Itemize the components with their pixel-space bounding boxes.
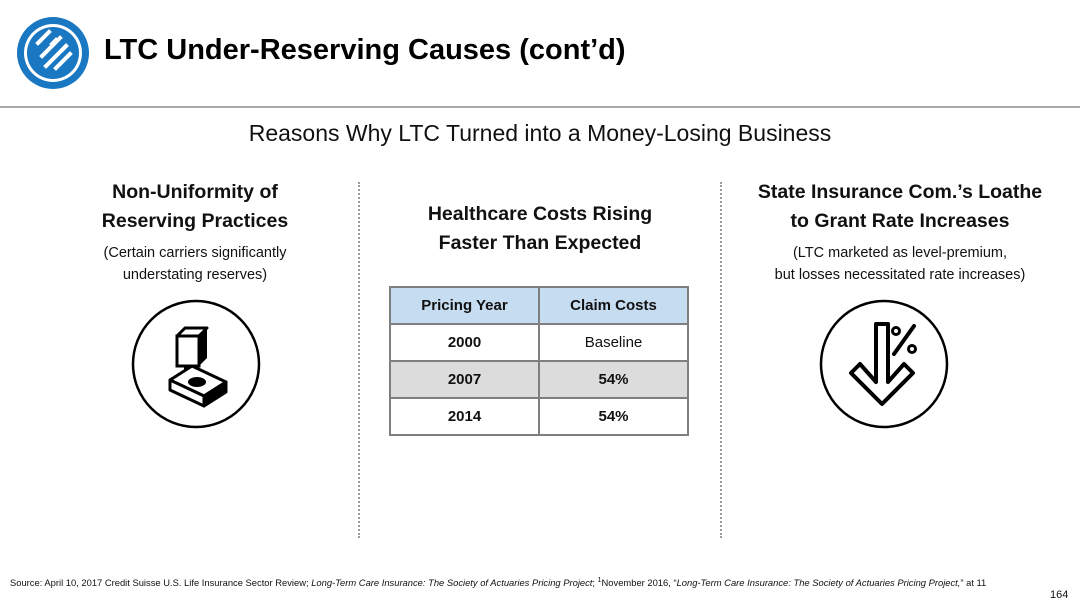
stamp-icon	[130, 298, 262, 430]
table-row	[390, 398, 688, 435]
header-pricing-year: Pricing Year	[390, 287, 539, 324]
table-row	[390, 361, 688, 398]
claim-costs-table	[389, 286, 689, 436]
cell-year: 2014	[390, 398, 539, 435]
cell-cost: 54%	[539, 398, 688, 435]
percent-down-arrow-icon	[818, 298, 950, 430]
right-heading: State Insurance Com.’s Loathe to Grant Rate Increases	[757, 181, 1043, 232]
left-heading: Non-Uniformity of Reserving Practices	[101, 181, 289, 232]
left-subtext: (Certain carriers significantly understating reserves)	[103, 245, 287, 283]
table-row	[390, 324, 688, 361]
cell-year: 2000	[390, 324, 539, 361]
page-number: 164	[1050, 589, 1069, 601]
title-divider	[0, 106, 1080, 108]
table-header-row	[390, 287, 688, 324]
cell-cost: 54%	[539, 361, 688, 398]
right-subtext: (LTC marketed as level-premium, but losses necessitated rate increases)	[774, 245, 1026, 283]
left-column	[70, 178, 320, 286]
right-column	[725, 178, 1075, 286]
cell-year: 2007	[390, 361, 539, 398]
slide-subtitle: Reasons Why LTC Turned into a Money-Losing Business	[248, 120, 832, 146]
cell-cost: Baseline	[539, 324, 688, 361]
header-claim-costs: Claim Costs	[539, 287, 688, 324]
column-divider-right	[720, 182, 722, 538]
company-logo	[16, 16, 90, 90]
source-footnote: Source: April 10, 2017 Credit Suisse U.S. Life Insurance Sector Review; Long-Term Care Insurance: The Society of Actuaries Pricing Project; $^1$November 2016, “Long-Term Care Insurance: The Society of Actuaries Pricing Project,” at 11	[10, 577, 987, 589]
middle-column	[380, 200, 700, 258]
slide-title: LTC Under-Reserving Causes (cont’d)	[104, 34, 626, 66]
column-divider-left	[358, 182, 360, 538]
middle-heading: Healthcare Costs Rising Faster Than Expected	[427, 203, 653, 254]
